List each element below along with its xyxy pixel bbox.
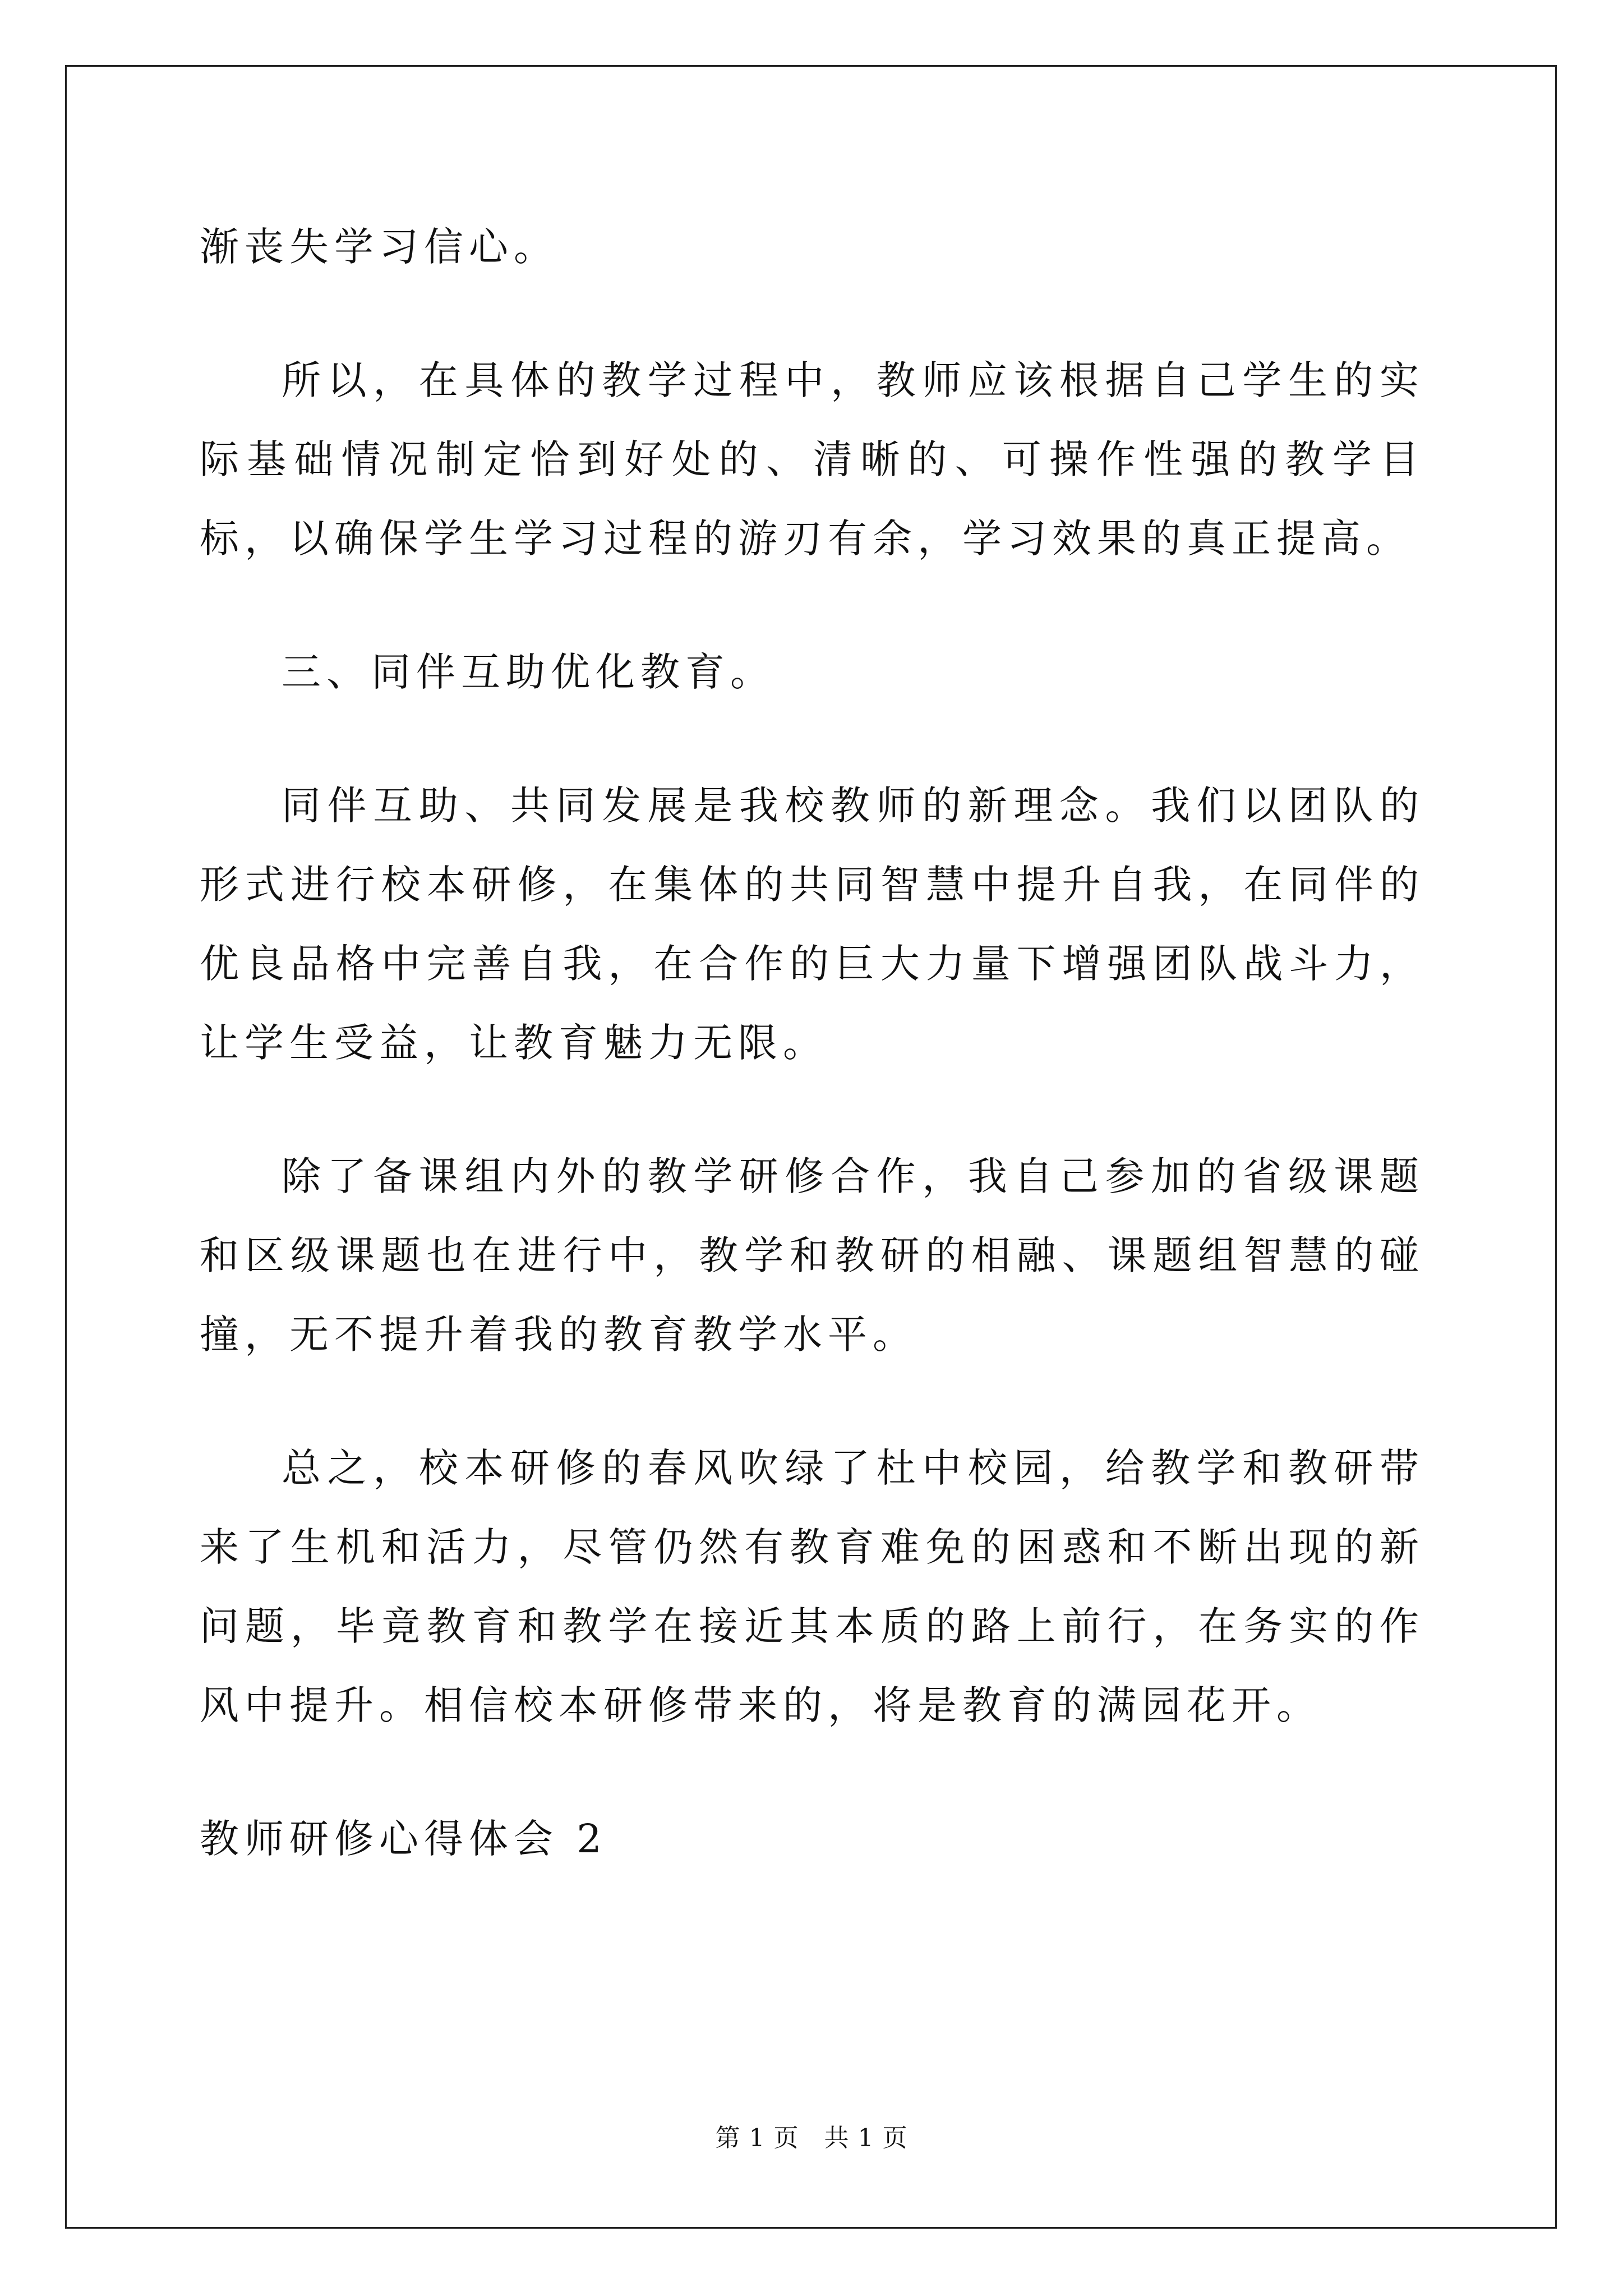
paragraph-teaching-goals: 所以，在具体的教学过程中，教师应该根据自己学生的实际基础情况制定恰到好处的、清晰的、可操作性强的教学目标，以确保学生学习过程的游刃有余，学习效果的真正提高。 (200, 357, 1424, 562)
paragraph-heading-peer-support: 三、同伴互助优化教育。 (282, 649, 775, 695)
section-title: 教师研修心得体会 2 (200, 1816, 607, 1862)
paragraph-continuation: 渐丧失学习信心。 (200, 224, 559, 270)
paragraph-conclusion: 总之，校本研修的春风吹绿了杜中校园，给教学和教研带来了生机和活力，尽管仍然有教育难免的困惑和不断出现的新问题，毕竟教育和教学在接近其本质的路上前行，在务实的作风中提升。相信校本研修带来的，将是教育的满园花开。 (200, 1445, 1424, 1728)
page-footer: 第 1 页 共 1 页 (715, 2124, 908, 2152)
paragraph-peer-support: 同伴互助、共同发展是我校教师的新理念。我们以团队的形式进行校本研修，在集体的共同智慧中提升自我，在同伴的优良品格中完善自我，在合作的巨大力量下增强团队战斗力，让学生受益，让教育魅力无限。 (200, 783, 1424, 1066)
paragraph-research-projects: 除了备课组内外的教学研修合作，我自己参加的省级课题和区级课题也在进行中，教学和教研的相融、课题组智慧的碰撞，无不提升着我的教育教学水平。 (200, 1153, 1424, 1358)
document-body (200, 208, 1424, 1879)
